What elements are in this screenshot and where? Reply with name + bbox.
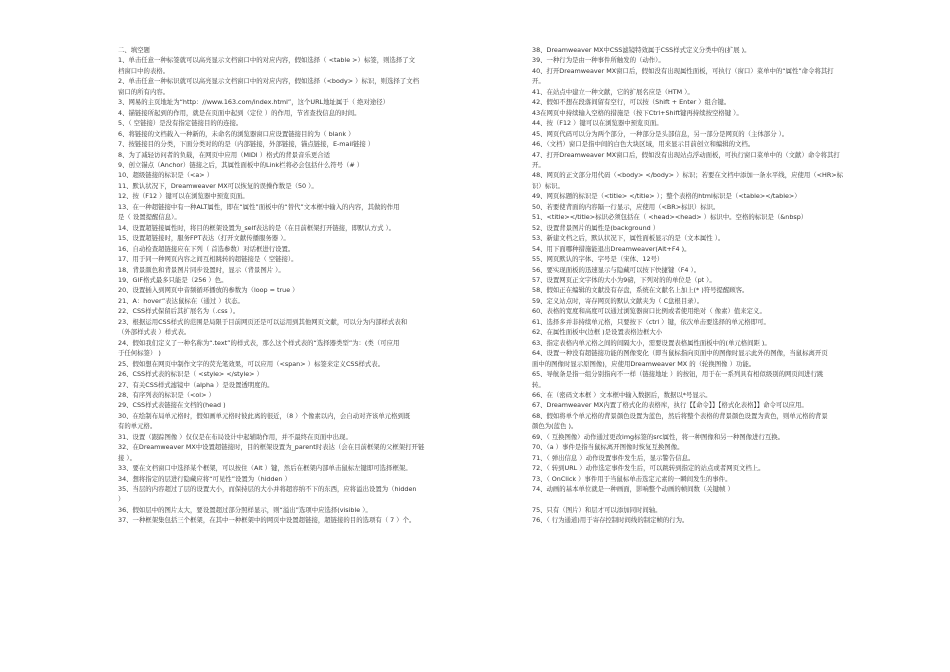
text-line: 74、动画的基本单位就是一种画面，影响整个动画的帧间数（关键帧 ） (532, 485, 734, 494)
text-line: 48、网页的正文部分用代码（<body> </body> ）标识；若要在文档中添加一条水平线，应使用（<HR>标 (532, 171, 844, 180)
text-line: 有的单元格。 (118, 422, 157, 431)
text-line: 52、设置背景图片的属性是(background ） (532, 223, 660, 232)
text-line: 69、（ 互换图像）动作通过更改img标签的src属性，将一种图像和另一种图像进行互换。 (532, 432, 785, 441)
text-line: 22、CSS样式保留后其扩展名为（.css ）。 (118, 307, 240, 316)
text-line: 13、在一种超链接中有一种ALT属性，即在“属性”面板中的“替代”文本框中输入的内容，其做的作用 (118, 202, 400, 211)
text-line: 53、新建文档之后，默认状况下，属性面板显示的是（文本属性 ）。 (532, 234, 725, 243)
text-line: 45、网页代码可以分为两个部分，一种部分是头部信息，另一部分是网页的（主体部分 ）。 (532, 129, 789, 138)
text-line: 29、CSS样式表链接在文档的(head ) (118, 401, 226, 410)
section-heading: 二、填空题 (118, 46, 150, 54)
text-line: 24、假如我们定义了一种名称为“.text”的样式表，那么这个样式表的“选择器类型”为：(类（可应用 (118, 338, 400, 347)
text-line: 34、想将指定的层进行隐藏应将“可见性”设置为（hidden ） (118, 474, 291, 483)
text-line: 56、要实现面板的迅速显示与隐藏可以按下快捷键（F4 ）。 (532, 265, 701, 274)
text-line: 31、设置（跟踪图像 ）仅仅是在布局设计中起辅助作用，并不最终在页面中出现。 (118, 432, 352, 441)
text-line: 57、设置网页正文字体的大小为9磅，下列对的的单位是（pt ）。 (532, 275, 716, 284)
text-line: 67、Dreamweaver MX内置了格式化的表格库，执行【【命令】】【格式化表格】】命令可以应用。 (532, 401, 808, 410)
text-line: 1、单击任意一种标签就可以高亮显示文档窗口中的对应内容，假如选择（ <table >）标签，则选择了文 (118, 56, 416, 65)
text-line: 15、设置超链接时，服务FPT表达（打开文献传播服务器 ）。 (118, 234, 290, 243)
text-line: 面中的图像时显示原图像)，应使用Dreamweaver MX 的（轮换图像 ）功能。 (532, 359, 756, 368)
text-line: 40、打开Dreamweaver MX窗口后，假如没有出现属性面板，可执行（窗口）菜单中的“属性”命令将其打 (532, 66, 834, 75)
text-line: 开。 (532, 77, 545, 86)
text-line: 19、GIF格式最多只能是（256 ）色。 (118, 275, 228, 284)
text-line: 档窗口中的表格。 (118, 66, 170, 75)
text-line: 35、当层的内容超过了层的设置大小，而保持层的大小并将超容纳不下的东西，应将溢出设置为（hidden (118, 485, 417, 494)
text-line: 41、在站点中建立一种文献，它的扩展名应是（HTM ）。 (532, 87, 694, 96)
text-line: 5、（ 空链接）是没有指定链接目的的连接。 (118, 119, 243, 128)
text-line: 14、设置超链接属性时，将目的框架设置为_self表达的是（在目前框架打开链接，即默认方式 ）。 (118, 223, 396, 232)
text-line: 26、CSS样式表的标识是（ <style> </style> ） (118, 370, 263, 379)
text-line: 窗口的所有内容。 (118, 87, 170, 96)
text-line: 38、Dreamweaver MX中CSS滤镜特效属于CSS样式定义分类中的(扩展 )。 (532, 46, 751, 54)
text-line: 64、设置一种没有超链接功能的图像变化（即当鼠标指向页面中的图像时显示此外的图像，当鼠标离开页 (532, 349, 828, 358)
text-line: 66、在（密码文本框 ）文本框中输入数据后，数据以*号显示。 (532, 390, 712, 399)
text-line: 55、网页默认的字体、字号是（宋体、12号） (532, 255, 664, 264)
text-line: 68、假如将单个单元格的背景颜色设置为蓝色，然后将整个表格的背景颜色设置为黄色，则单元格的背景 (532, 411, 828, 420)
text-line: 51、<title></title>标识必须包括在（ <head><head> ）标识中。空格的标识是（&nbsp） (532, 213, 808, 222)
text-line: 71、（ 弹出信息 ）动作设置事件发生后，显示警告信息。 (532, 453, 695, 462)
text-line: 72、（ 转到URL ）动作选定事件发生后，可以跳转到指定的站点或者网页文档上。 (532, 464, 765, 473)
text-line: 开。 (532, 160, 545, 169)
text-line: 识）标识。 (532, 181, 564, 190)
left-column (118, 45, 514, 526)
text-line: 10、超级链接的标识是（<a> ） (118, 171, 214, 180)
text-line: 59、定义站点时，寄存网页的默认文献夹为（ C盘根目录）。 (532, 296, 704, 305)
text-line: 60、表格的宽度和高度可以通过浏览器窗口比例或者使用绝对（ 像素）值来定义。 (532, 307, 766, 316)
text-line: 49、网页标题的标识是（<title> </title> ）；整个表格的html标识是（<table></table>） (532, 192, 801, 201)
text-line: 42、假如不想在段落间留有空行，可以按（Shift + Enter ）组合键。 (532, 98, 731, 107)
text-line: 75、只有（图片）和层才可以添加同时间轴。 (532, 505, 662, 514)
text-line: 8、为了减轻访问者的负载，在网页中应用（MIDI ）格式的背景音乐更合适 (118, 150, 331, 159)
text-line: 20、设置插入到网页中音频循环播放的参数为（loop = true ） (118, 286, 299, 295)
text-line: （外部样式表 ）样式表。 (118, 328, 191, 337)
right-column (532, 45, 928, 526)
text-line: 36、假如层中的图片太大，要设置超过部分照样显示，则“溢出”选项中应选择(visible ）。 (118, 505, 372, 514)
blank-line (532, 494, 928, 504)
text-line: 61、选择多并非持续单元格，只要按下（ctrl ）键，依次单击要选择的单元格即可。 (532, 317, 770, 326)
text-line: 16、自动检查超链接应在下列（ 首选参数）对话框进行设置。 (118, 244, 295, 253)
text-line: 于任何标签） ) (118, 349, 161, 358)
text-line: 58、假如正在编辑的文献没有存盘，系统在文献名上加上(* )符号提醒顾客。 (532, 286, 749, 295)
text-line: 是（ 设置提醒信息）。 (118, 213, 181, 222)
text-line: ） (118, 495, 125, 504)
text-line: 65、导航条是指一组分别指向不一样（链接地址 ）的按钮，用于在一系列具有相似级别的网页间进行跳 (532, 370, 824, 379)
text-line: 50、若要使背面的内容隔一行显示，应使用（<BR>标识）标识。 (532, 202, 720, 211)
text-line: 46、（文档）窗口是指中间的白色大块区域，用来显示目前创立和编辑的文档。 (532, 140, 755, 149)
text-line: 25、假如想在网页中制作文字的荧光笔效果，可以应用（<span> ）标签来定义CSS样式表。 (118, 359, 385, 368)
text-line: 18、背景颜色和背景图片同步设置时，显示（背景图片 ）。 (118, 265, 285, 274)
text-line: 11、默认状况下，Dreamweaver MX可以恢复的误操作数是（50 ）。 (118, 181, 318, 190)
text-line: 37、一种框架集包括三个框架，在其中一种框架中的网页中设置超链接，超链接的目的选项有（ 7 ）个。 (118, 516, 416, 525)
text-line: 接 ）。 (118, 453, 137, 462)
text-line: 33、要在文档窗口中选择某个框架，可以按住（Alt ）键，然后在框架内部单击鼠标左键即可选择框架。 (118, 464, 412, 473)
text-line: 7、按链接目的分类，下面分类对的的是（内部链接，外部链接，锚点链接，E-mail链接 ） (118, 140, 375, 149)
text-line: 30、在绘制布局单元格时，假如画单元格时彼此离的很近，（8 ）个像素以内，会自动对齐该单元格到既 (118, 411, 411, 420)
text-line: 73、（ OnClick ）事件用于当鼠标单击选定元素的一瞬间发生的事件。 (532, 474, 732, 483)
text-line: 12、按（F12 ）键可以在浏览器中预览页面。 (118, 192, 249, 201)
text-line: 21、A：hover”表达鼠标在（通过 ）状态。 (118, 296, 244, 305)
text-line: 28、有序列表的标识是（<ol> ） (118, 390, 215, 399)
text-line: 6、将链接的文档载入一种新的，未命名的浏览器窗口应设置链接目的为（ blank ） (118, 129, 355, 138)
text-line: 47、打开Dreamweaver MX窗口后，假如没有出现站点浮动面板，可执行窗口菜单中的（文献）命令将其打 (532, 150, 840, 159)
text-line: 9、创立锚点（Anchor）链接之后，其属性面板中的Link栏将必会包括什么符号（# ） (118, 160, 364, 169)
text-line: 2、单击任意一种标识就可以高亮显示文档窗口中的对应内容，假如选择（<body> ）标识，则选择了文档 (118, 77, 420, 86)
text-line: 62、在属性面板中(边框 )是设置表格边框大小 (532, 328, 663, 337)
text-line: 32、在Dreamweaver MX中设置超链接时，目的框架设置为_parent时表达（会在目前框架的父框架打开链 (118, 443, 425, 452)
text-line: 44、按（F12 ）键可以在浏览器中预览页面。 (532, 119, 663, 128)
text-line: 3、网易的主页地址为“http：//www.163.com/index.html”，这个URL地址属于（ 绝对途径） (118, 98, 390, 107)
text-line: 54、用下面哪种措施能退出Dreamweaver(Alt+F4 )。 (532, 244, 691, 253)
text-line: 4、锚链接所起到的作用，就是在页面中起到（定位 ）的作用，节省查找信息的时间。 (118, 108, 361, 117)
text-line: 颜色为(蓝色 )。 (532, 422, 578, 431)
text-line: 23、根据运用CSS样式的范围是局限于目前网页还是可以运用到其他网页文献，可以分为内部样式表和 (118, 317, 408, 326)
text-line: 39、一种行为是由一种事件所触发的（动作）。 (532, 56, 665, 65)
text-line: 63、指定表格内单元格之间的间隔大小，需要设置表格属性面板中的(单元格间距 )。 (532, 338, 771, 347)
text-line: 17、用于同一种网页内容之间互相跳转的超链接是（ 空链接）。 (118, 255, 298, 264)
text-line: 27、有关CSS样式滤镜中（alpha ）是设置透明度的。 (118, 380, 274, 389)
text-line: 转。 (532, 380, 545, 389)
text-line: 70、（a ）事件是指当鼠标离开图像时恢复互换图像。 (532, 443, 684, 452)
text-line: 76、（ 行为通道)用于寄存控制时间线的制定帧的行为。 (532, 516, 689, 525)
text-line: 43在网页中持续输入空格的措施是（按下Ctrl+Shift键再持续按空格键 ）。 (532, 108, 743, 117)
